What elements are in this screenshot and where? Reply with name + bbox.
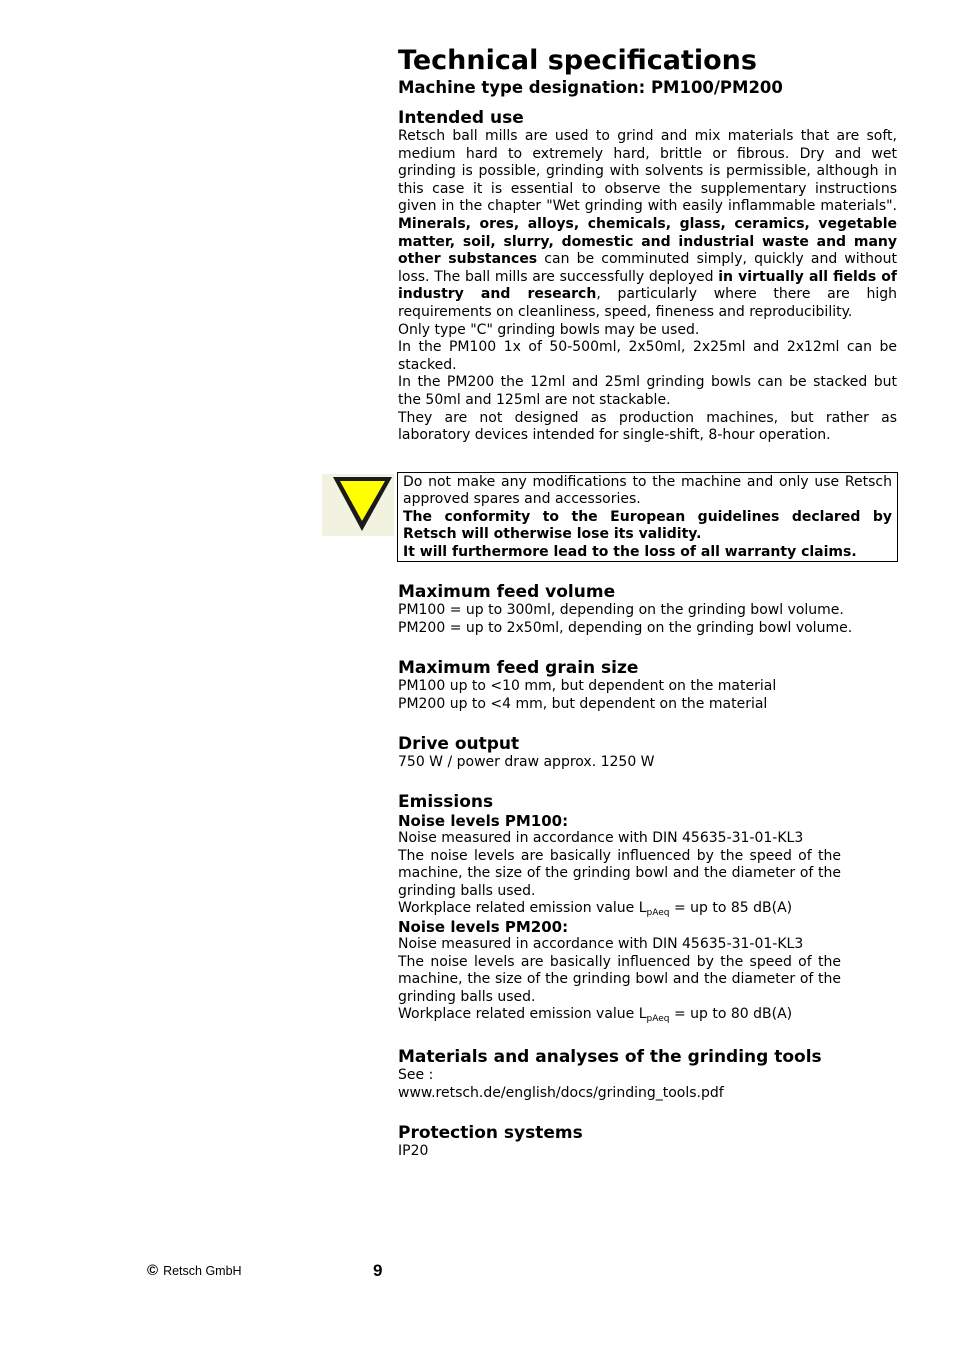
page-number: 9 <box>373 1261 383 1280</box>
section-drive-output <box>398 734 897 772</box>
grain-size-pm200: PM200 up to <4 mm, but dependent on the material <box>398 695 768 712</box>
protection-value: IP20 <box>398 1143 429 1159</box>
noise-pm100-measured: Noise measured in accordance with DIN 45635-31-01-KL3 <box>398 830 804 846</box>
noise-pm200-value-level: = up to 80 dB(A) <box>669 1006 793 1023</box>
intended-use-pm200-stacking: In the PM200 the 12ml and 25ml grinding bowls can be stacked but the 50ml and 125ml are not stackable. <box>398 374 897 408</box>
copyright-icon: © <box>147 1262 159 1279</box>
footer-company: Retsch GmbH <box>163 1264 242 1278</box>
footer-copyright <box>147 1262 242 1279</box>
noise-pm100-value-label: Workplace related emission value L <box>398 900 647 917</box>
noise-pm100-value <box>398 900 897 918</box>
intended-use-text-2: can be comminuted simply, quickly and without loss. The ball mills are successfully deployed <box>398 251 897 285</box>
section-grain-size <box>398 658 897 713</box>
noise-pm100-subscript: pAeq <box>646 908 670 919</box>
intended-use-pm100-stacking: In the PM100 1x of 50-500ml, 2x50ml, 2x25ml and 2x12ml can be stacked. <box>398 339 897 373</box>
feed-volume-pm100: PM100 = up to 300ml, depending on the grinding bowl volume. <box>398 602 844 618</box>
section-emissions <box>398 792 897 1024</box>
emissions-heading: Emissions <box>398 792 494 812</box>
protection-heading: Protection systems <box>398 1123 583 1143</box>
machine-type-designation: Machine type designation: PM100/PM200 <box>398 78 783 97</box>
noise-pm200-value-label: Workplace related emission value L <box>398 1006 647 1023</box>
noise-pm200-influence: The noise levels are basically influenced by the speed of the machine, the size of the grinding bowl and the diameter of the grinding balls used. <box>398 953 841 1005</box>
noise-pm200-value <box>398 1006 897 1024</box>
warning-warranty-text: It will furthermore lead to the loss of all warranty claims. <box>403 543 857 560</box>
warning-box <box>397 472 898 562</box>
intended-use-bowl-type: Only type "C" grinding bowls may be used. <box>398 321 700 338</box>
intended-use-fields-bold: in virtually all fields of industry and research <box>398 268 897 303</box>
warning-conformity-text: The conformity to the European guidelines declared by Retsch will otherwise lose its validity. <box>403 508 892 543</box>
intended-use-paragraph <box>398 128 897 322</box>
section-materials <box>398 1047 897 1102</box>
feed-volume-pm200: PM200 = up to 2x50ml, depending on the grinding bowl volume. <box>398 619 853 636</box>
noise-pm100-heading: Noise levels PM100: <box>398 812 569 830</box>
noise-pm100-influence: The noise levels are basically influenced by the speed of the machine, the size of the grinding bowl and the diameter of the grinding balls used. <box>398 847 841 899</box>
noise-pm200-heading: Noise levels PM200: <box>398 917 569 936</box>
intended-use-heading: Intended use <box>398 108 524 128</box>
section-feed-volume <box>398 582 897 637</box>
materials-heading: Materials and analyses of the grinding tools <box>398 1047 822 1067</box>
materials-url: www.retsch.de/english/docs/grinding_tools.pdf <box>398 1084 724 1101</box>
noise-pm200-measured: Noise measured in accordance with DIN 45635-31-01-KL3 <box>398 935 804 952</box>
section-intended-use <box>398 108 897 445</box>
intended-use-lab-devices: They are not designed as production machines, but rather as laboratory devices intended for single-shift, 8-hour operation. <box>398 409 897 444</box>
grain-size-pm100: PM100 up to <10 mm, but dependent on the material <box>398 678 777 694</box>
warning-triangle-icon <box>322 474 394 536</box>
feed-volume-heading: Maximum feed volume <box>398 582 616 602</box>
noise-pm200-subscript: pAeq <box>646 1014 670 1025</box>
page-title: Technical specifications <box>398 45 757 76</box>
section-protection <box>398 1123 897 1161</box>
drive-output-value: 750 W / power draw approx. 1250 W <box>398 754 655 770</box>
drive-output-heading: Drive output <box>398 734 520 754</box>
noise-pm100-value-level: = up to 85 dB(A) <box>669 900 793 917</box>
intended-use-materials-bold: Minerals, ores, alloys, chemicals, glass, ceramics, vegetable matter, soil, slurry, domestic and industrial waste and many other substances <box>398 215 897 268</box>
materials-see-label: See : <box>398 1067 434 1083</box>
grain-size-heading: Maximum feed grain size <box>398 658 639 678</box>
intended-use-text-1: Retsch ball mills are used to grind and mix materials that are soft, medium hard to extremely hard, brittle or fibrous. Dry and wet grinding is possible, grinding with solvents is permissible, although in this case it is essential to observe the supplementary instructions given in the chapter "Wet grinding with easily inflammable materials". <box>398 128 897 215</box>
intended-use-text-3: , particularly where there are high requirements on cleanliness, speed, fineness and reproducibility. <box>398 286 897 320</box>
warning-modifications-text: Do not make any modifications to the machine and only use Retsch approved spares and accessories. <box>403 474 892 508</box>
